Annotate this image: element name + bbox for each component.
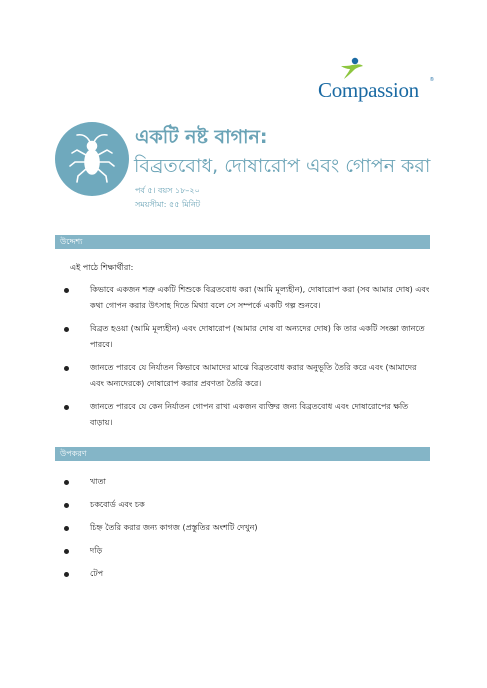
material-text: দড়ি	[90, 546, 103, 555]
objective-text: কিভাবে একজন শত্রু একটি শিশুকে বিব্রতবোধ করা (আমি মূল্যহীন), দোষারোপ করা (সব আমার দোষ) এবং কথা গোপন করার উৎসাহ দিতে মিথ্যা বলে সে সম্পর্কে একটি গল্প শুনবে।	[90, 285, 430, 310]
objective-item	[60, 282, 430, 314]
bullet-icon	[64, 526, 69, 531]
material-text: খাতা	[90, 477, 106, 486]
lesson-session-age: পর্ব ৫। বয়স ১৮–২০	[135, 186, 200, 195]
lesson-title: একটি নষ্ট বাগান:	[135, 126, 268, 148]
objectives-list	[60, 282, 430, 438]
bullet-icon	[64, 480, 69, 485]
bullet-icon	[64, 503, 69, 508]
objective-item	[60, 360, 430, 392]
materials-list	[60, 474, 430, 589]
material-text: চকবোর্ড এবং চক	[90, 500, 145, 509]
material-item	[60, 497, 430, 513]
bullet-icon	[64, 327, 69, 332]
material-text: চিহ্ন তৈরি করার জন্য কাগজ (প্রস্তুতির অংশটি দেখুন)	[90, 523, 258, 532]
objective-item	[60, 399, 430, 431]
lesson-badge	[55, 122, 129, 196]
objectives-heading: উদ্দেশ্য	[55, 235, 430, 249]
bullet-icon	[64, 572, 69, 577]
compassion-logo	[318, 57, 438, 101]
material-item	[60, 543, 430, 559]
lesson-duration: সময়সীমা: ৫৫ মিনিট	[135, 200, 201, 209]
bullet-icon	[64, 549, 69, 554]
bullet-icon	[64, 366, 69, 371]
material-item	[60, 520, 430, 536]
material-item	[60, 566, 430, 582]
material-item	[60, 474, 430, 490]
objective-text: জানতে পারবে যে কেন নির্যাতন গোপন রাখা একজন ব্যক্তির জন্য বিব্রতবোধ এবং দোষারোপের ক্ষতি বাড়ায়।	[90, 402, 409, 427]
logo-wordmark: Compassion	[318, 78, 419, 102]
logo-trademark: ®	[430, 77, 434, 83]
objective-text: বিব্রত হওয়া (আমি মূল্যহীন) এবং দোষারোপ (আমার দোষ বা অন্যদের দোষ) কি তার একটি সংজ্ঞা জানতে পারবে।	[90, 324, 425, 349]
objectives-intro: এই পাঠে শিক্ষার্থীরা:	[70, 263, 134, 272]
materials-heading: উপকরণ	[55, 447, 430, 461]
objective-text: জানতে পারবে যে নির্যাতন কিভাবে আমাদের মাঝে বিব্রতবোধ করার অনুভূতি তৈরি করে এবং (আমাদের এবং অন্যদেরকে) দোষারোপ করার প্রবণতা তৈরি করে।	[90, 363, 417, 388]
lesson-subtitle: বিব্রতবোধ, দোষারোপ এবং গোপন করা	[134, 155, 431, 177]
bullet-icon	[64, 288, 69, 293]
bullet-icon	[64, 405, 69, 410]
insect-icon	[55, 122, 129, 196]
material-text: টেপ	[90, 569, 104, 578]
objective-item	[60, 321, 430, 353]
